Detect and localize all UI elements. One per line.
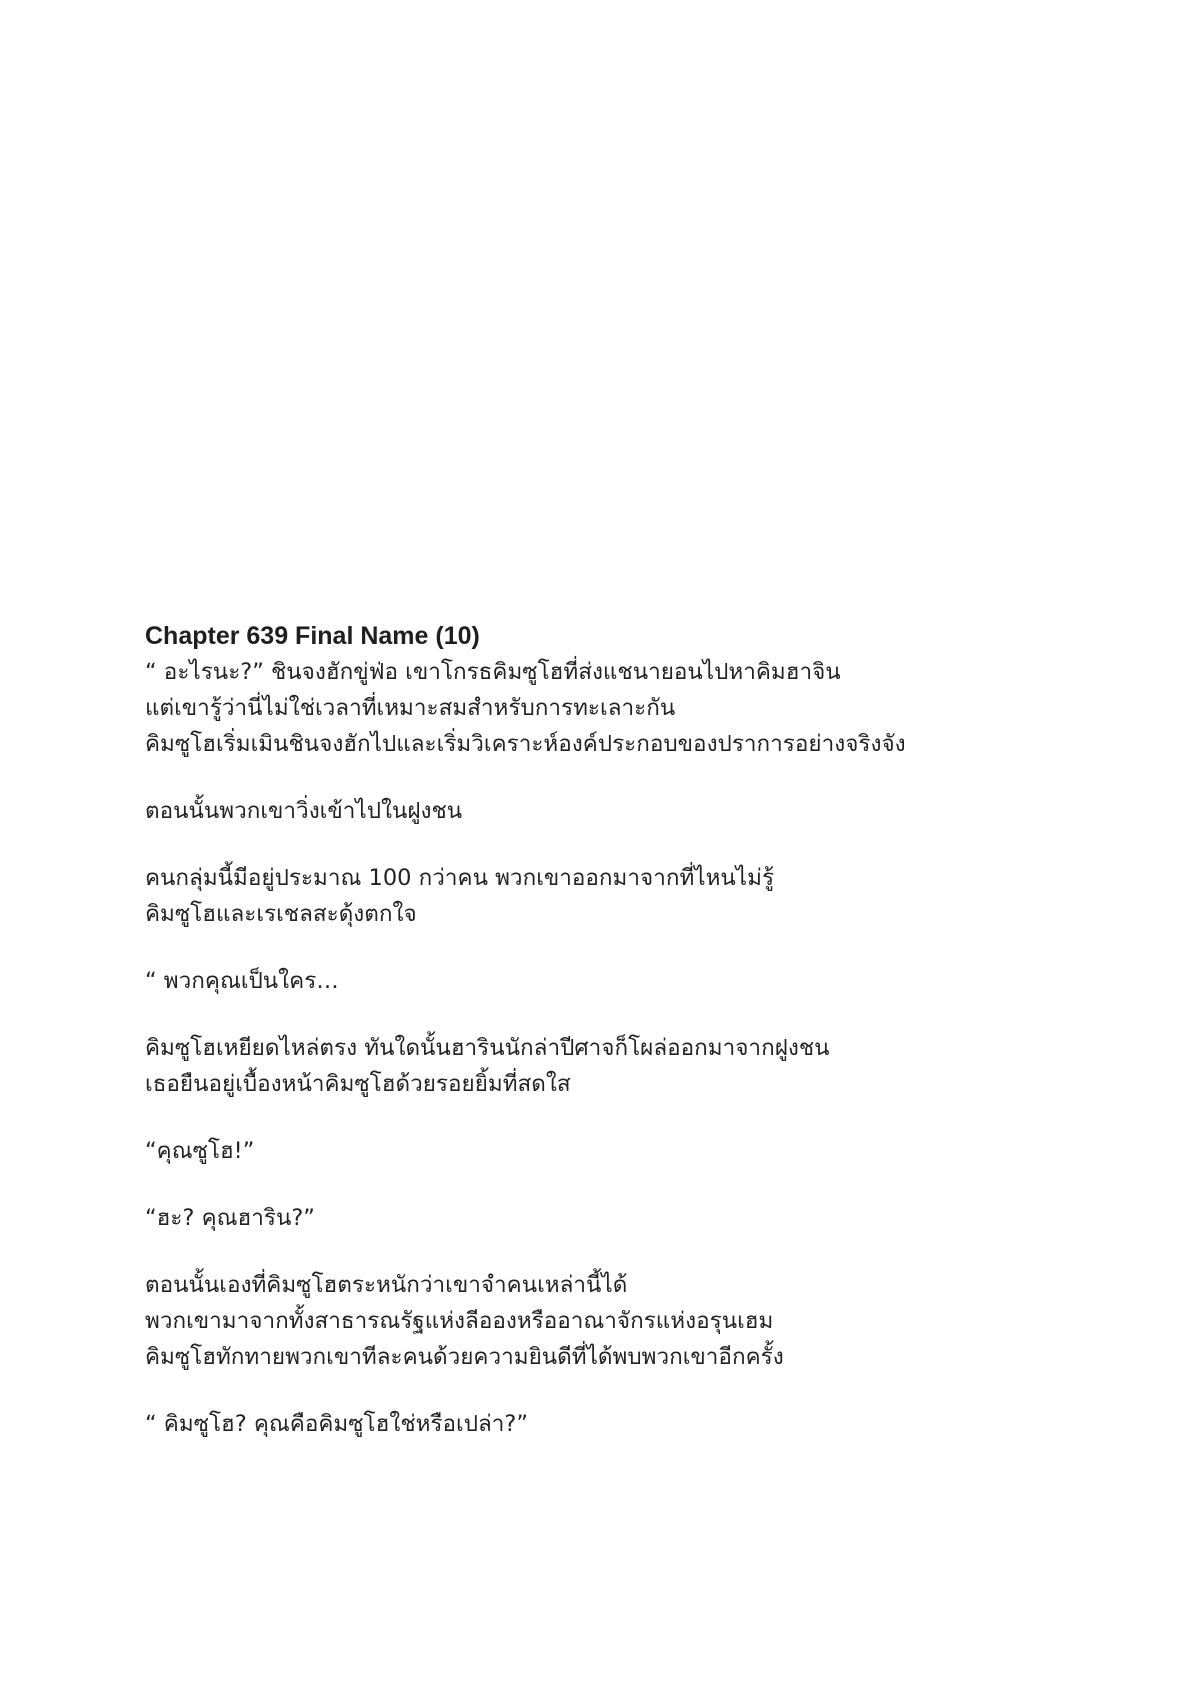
paragraph xyxy=(145,1030,1085,1102)
paragraph xyxy=(145,793,1085,829)
text-line: คิมซูโฮเหยียดไหล่ตรง ทันใดนั้นฮารินนักล่าปีศาจก็โผล่ออกมาจากฝูงชน xyxy=(145,1035,830,1061)
text-line: “ฮะ? คุณฮาริน?” xyxy=(145,1205,315,1231)
chapter-title: Chapter 639 Final Name (10) xyxy=(145,622,480,650)
text-line: คนกลุ่มนี้มีอยู่ประมาณ 100 กว่าคน พวกเขาออกมาจากที่ไหนไม่รู้ xyxy=(145,865,775,891)
text-line: เธอยืนอยู่เบื้องหน้าคิมซูโฮด้วยรอยยิ้มที่สดใส xyxy=(145,1071,571,1097)
text-line: พวกเขามาจากทั้งสาธารณรัฐแห่งลีอองหรืออาณาจักรแห่งอรุนเฮม xyxy=(145,1308,774,1334)
text-line: คิมซูโฮและเรเชลสะดุ้งตกใจ xyxy=(145,901,417,927)
text-line: “ อะไรนะ?” ชินจงฮักขู่ฟ่อ เขาโกรธคิมซูโฮที่ส่งแชนายอนไปหาคิมฮาจิน xyxy=(145,659,841,685)
text-line: คิมซูโฮเริ่มเมินชินจงฮักไปและเริ่มวิเคราะห์องค์ประกอบของปราการอย่างจริงจัง xyxy=(145,731,906,757)
text-line: “ พวกคุณเป็นใคร… xyxy=(145,968,339,994)
paragraph xyxy=(145,963,1085,999)
chapter-body xyxy=(145,654,1085,1442)
text-line: “ คิมซูโฮ? คุณคือคิมซูโฮใช่หรือเปล่า?” xyxy=(145,1411,529,1437)
text-line: “คุณซูโฮ!” xyxy=(145,1138,255,1164)
text-line: ตอนนั้นพวกเขาวิ่งเข้าไปในฝูงชน xyxy=(145,798,463,824)
paragraph xyxy=(145,1267,1085,1375)
paragraph xyxy=(145,1200,1085,1236)
paragraph xyxy=(145,1406,1085,1442)
paragraph xyxy=(145,860,1085,932)
text-line: ตอนนั้นเองที่คิมซูโฮตระหนักว่าเขาจำคนเหล่านี้ได้ xyxy=(145,1272,628,1298)
paragraph xyxy=(145,654,1085,762)
document-page xyxy=(145,618,1085,1473)
text-line: แต่เขารู้ว่านี่ไม่ใช่เวลาที่เหมาะสมสำหรับการทะเลาะกัน xyxy=(145,695,676,721)
paragraph xyxy=(145,1133,1085,1169)
text-line: คิมซูโฮทักทายพวกเขาทีละคนด้วยความยินดีที่ได้พบพวกเขาอีกครั้ง xyxy=(145,1344,784,1370)
